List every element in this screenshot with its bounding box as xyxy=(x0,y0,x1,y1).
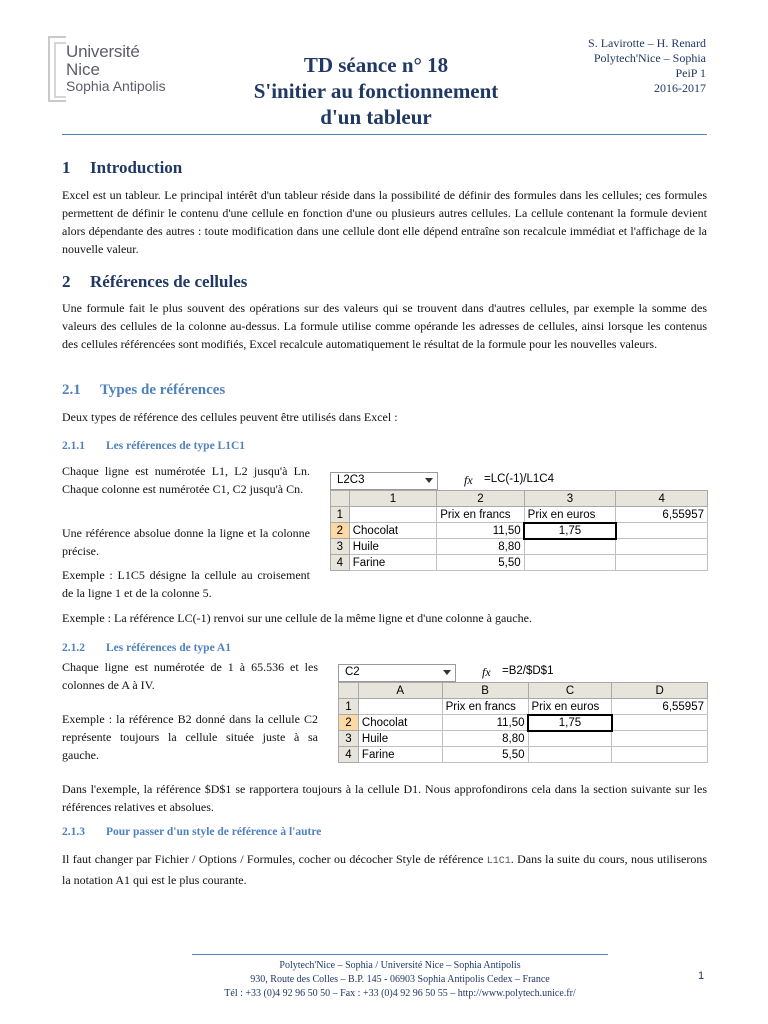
cell[interactable] xyxy=(612,715,708,731)
heading-number: 2 xyxy=(62,272,71,291)
references-paragraph: Une formule fait le plus souvent des opérations sur des valeurs qui se trouvent dans d'autres cellules, par exemple la somme des valeurs des cellules de la colonne au-dessus. La formule utilise comme opérande les adresses de cellules, ainsi lorsque les contenus des cellules référencées sont modifiés, Excel recalcule automatiquement le résultat de la formule pour les nouvelles valeurs. xyxy=(62,301,707,351)
cell[interactable]: Huile xyxy=(349,539,436,555)
heading-switch-style xyxy=(62,826,321,838)
footer-line2: 930, Route des Colles – B.P. 145 - 06903 Sophia Antipolis Cedex – France xyxy=(250,974,550,985)
table-row xyxy=(339,715,708,731)
cell[interactable]: Farine xyxy=(349,555,436,571)
heading-text: Références de cellules xyxy=(90,272,248,291)
column-header[interactable]: B xyxy=(442,683,528,699)
cell[interactable]: Huile xyxy=(358,731,442,747)
cell[interactable]: Chocolat xyxy=(358,715,442,731)
row-header[interactable]: 2 xyxy=(339,715,359,731)
cell[interactable]: Chocolat xyxy=(349,523,436,539)
name-box-value: L2C3 xyxy=(337,474,365,486)
column-header[interactable]: 1 xyxy=(349,491,436,507)
cell[interactable] xyxy=(616,523,708,539)
cell[interactable] xyxy=(349,507,436,523)
university-logo xyxy=(48,36,174,104)
table-row xyxy=(331,507,708,523)
logo-line2: Nice xyxy=(66,60,101,79)
column-header[interactable]: A xyxy=(358,683,442,699)
header-divider xyxy=(62,134,707,135)
heading-number: 1 xyxy=(62,158,71,177)
cell[interactable] xyxy=(524,555,616,571)
name-box-value: C2 xyxy=(345,666,360,678)
corner-cell[interactable] xyxy=(339,683,359,699)
table-row xyxy=(339,747,708,763)
page-footer xyxy=(192,954,608,1001)
switch-style-text-a: Il faut changer par Fichier / Options / Formules, cocher ou décocher Style de référence xyxy=(62,852,487,866)
row-header[interactable]: 3 xyxy=(331,539,350,555)
cell[interactable]: 11,50 xyxy=(442,715,528,731)
cell[interactable] xyxy=(524,539,616,555)
page-number: 1 xyxy=(698,970,705,982)
cell[interactable]: 8,80 xyxy=(437,539,524,555)
corner-cell[interactable] xyxy=(331,491,350,507)
heading-number: 2.1.2 xyxy=(62,642,85,654)
switch-style-paragraph xyxy=(62,850,707,889)
table-row xyxy=(331,555,708,571)
cell[interactable]: 5,50 xyxy=(442,747,528,763)
formula-bar xyxy=(338,664,708,682)
cell[interactable]: Prix en euros xyxy=(528,699,612,715)
cell[interactable] xyxy=(358,699,442,715)
row-header[interactable]: 1 xyxy=(331,507,350,523)
table-row xyxy=(339,699,708,715)
cell[interactable]: 6,55957 xyxy=(612,699,708,715)
cell[interactable]: Farine xyxy=(358,747,442,763)
row-header[interactable]: 2 xyxy=(331,523,350,539)
fx-icon[interactable]: fx xyxy=(482,665,491,679)
row-header[interactable]: 4 xyxy=(331,555,350,571)
l1c1-paragraph-4: Exemple : La référence LC(-1) renvoi sur une cellule de la même ligne et d'une colonne à gauche. xyxy=(62,611,532,625)
formula-text[interactable]: =B2/$D$1 xyxy=(502,665,554,677)
cell[interactable]: Prix en euros xyxy=(524,507,616,523)
heading-types xyxy=(62,382,225,399)
row-header[interactable]: 4 xyxy=(339,747,359,763)
heading-l1c1 xyxy=(62,440,245,452)
cell[interactable] xyxy=(528,731,612,747)
sheet-grid xyxy=(330,490,708,571)
cell[interactable]: 6,55957 xyxy=(616,507,708,523)
heading-text: Types de références xyxy=(100,382,226,398)
year: 2016-2017 xyxy=(654,81,706,95)
title-line1: TD séance n° 18 xyxy=(303,53,449,77)
authors: S. Lavirotte – H. Renard xyxy=(588,36,706,50)
cell[interactable]: 8,80 xyxy=(442,731,528,747)
school: Polytech'Nice – Sophia xyxy=(593,51,706,65)
class: PeiP 1 xyxy=(675,66,706,80)
formula-text[interactable]: =LC(-1)/L1C4 xyxy=(484,473,554,485)
footer-line1: Polytech'Nice – Sophia / Université Nice – Sophia Antipolis xyxy=(279,960,521,971)
column-header[interactable]: D xyxy=(612,683,708,699)
logo-frame-inner xyxy=(54,42,66,98)
spreadsheet-l1c1 xyxy=(330,472,708,572)
active-cell[interactable]: 1,75 xyxy=(524,523,616,539)
header-info xyxy=(588,36,706,96)
cell[interactable]: 11,50 xyxy=(437,523,524,539)
fx-icon[interactable]: fx xyxy=(464,473,473,487)
l1c1-paragraph-2: Une référence absolue donne la ligne et la colonne précise. xyxy=(62,526,310,558)
table-row xyxy=(331,539,708,555)
heading-number: 2.1.1 xyxy=(62,440,85,452)
cell[interactable]: Prix en francs xyxy=(437,507,524,523)
switch-style-text-b: . Dans la suite du cours, nous utiliserons la notation A1 qui est le plus courante. xyxy=(62,852,707,887)
a1-paragraph-1: Chaque ligne est numérotée de 1 à 65.536 et les colonnes de A à IV. xyxy=(62,660,318,692)
heading-a1 xyxy=(62,642,231,654)
column-header[interactable]: 3 xyxy=(524,491,616,507)
footer-line3: Tél : +33 (0)4 92 96 50 50 – Fax : +33 (0)4 92 96 50 55 – http://www.polytech.unice.fr/ xyxy=(224,988,576,999)
column-header[interactable]: C xyxy=(528,683,612,699)
switch-style-code: L1C1 xyxy=(486,856,511,867)
table-row xyxy=(339,731,708,747)
formula-bar xyxy=(330,472,708,490)
cell[interactable]: 5,50 xyxy=(437,555,524,571)
spreadsheet-a1 xyxy=(338,664,708,764)
name-box[interactable] xyxy=(330,472,438,490)
cell[interactable] xyxy=(612,731,708,747)
heading-text: Introduction xyxy=(90,158,183,177)
logo-line1: Université xyxy=(66,42,140,61)
cell[interactable] xyxy=(528,747,612,763)
types-paragraph: Deux types de référence des cellules peuvent être utilisés dans Excel : xyxy=(62,410,398,424)
name-box[interactable] xyxy=(338,664,456,682)
dropdown-arrow-icon[interactable] xyxy=(443,670,451,675)
cell[interactable] xyxy=(616,539,708,555)
column-header-row xyxy=(339,683,708,699)
heading-introduction xyxy=(62,158,182,178)
column-header[interactable]: 4 xyxy=(616,491,708,507)
column-header[interactable]: 2 xyxy=(437,491,524,507)
active-cell[interactable]: 1,75 xyxy=(528,715,612,731)
heading-number: 2.1 xyxy=(62,382,81,398)
heading-text: Les références de type L1C1 xyxy=(106,440,246,452)
l1c1-paragraph-1: Chaque ligne est numérotée L1, L2 jusqu'à Ln. Chaque colonne est numérotée C1, C2 jusqu'à Cn. xyxy=(62,464,310,496)
heading-number: 2.1.3 xyxy=(62,826,85,838)
sheet-grid xyxy=(338,682,708,763)
l1c1-paragraph-3: Exemple : L1C5 désigne la cellule au croisement de la ligne 1 et de la colonne 5. xyxy=(62,568,310,600)
table-row xyxy=(331,523,708,539)
heading-text: Pour passer d'un style de référence à l'autre xyxy=(106,826,322,838)
title-line3: d'un tableur xyxy=(320,105,432,129)
column-header-row xyxy=(331,491,708,507)
cell[interactable] xyxy=(616,555,708,571)
intro-paragraph: Excel est un tableur. Le principal intérêt d'un tableur réside dans la possibilité de définir des formules dans les cellules; ces formules permettent de définir le contenu d'une cellule en fonction d'une ou plusieurs autres cellules. La cellule contenant la formule devient alors dépendante des autres : toute modification dans une cellule dont elle dépend entraîne son recalcule immédiat et l'affichage de la nouvelle valeur. xyxy=(62,188,707,256)
row-header[interactable]: 1 xyxy=(339,699,359,715)
document-title xyxy=(200,52,552,130)
a1-paragraph-2: Exemple : la référence B2 donné dans la cellule C2 représente toujours la cellule située juste à sa gauche. xyxy=(62,712,318,762)
cell[interactable]: Prix en francs xyxy=(442,699,528,715)
a1-paragraph-3: Dans l'exemple, la référence $D$1 se rapportera toujours à la cellule D1. Nous approfondirons cela dans la section suivante sur les références relatives et absolues. xyxy=(62,782,707,814)
heading-references xyxy=(62,272,247,292)
cell[interactable] xyxy=(612,747,708,763)
heading-text: Les références de type A1 xyxy=(106,642,231,654)
dropdown-arrow-icon[interactable] xyxy=(425,478,433,483)
title-line2: S'initier au fonctionnement xyxy=(253,79,499,103)
logo-line3: Sophia Antipolis xyxy=(66,78,166,94)
row-header[interactable]: 3 xyxy=(339,731,359,747)
